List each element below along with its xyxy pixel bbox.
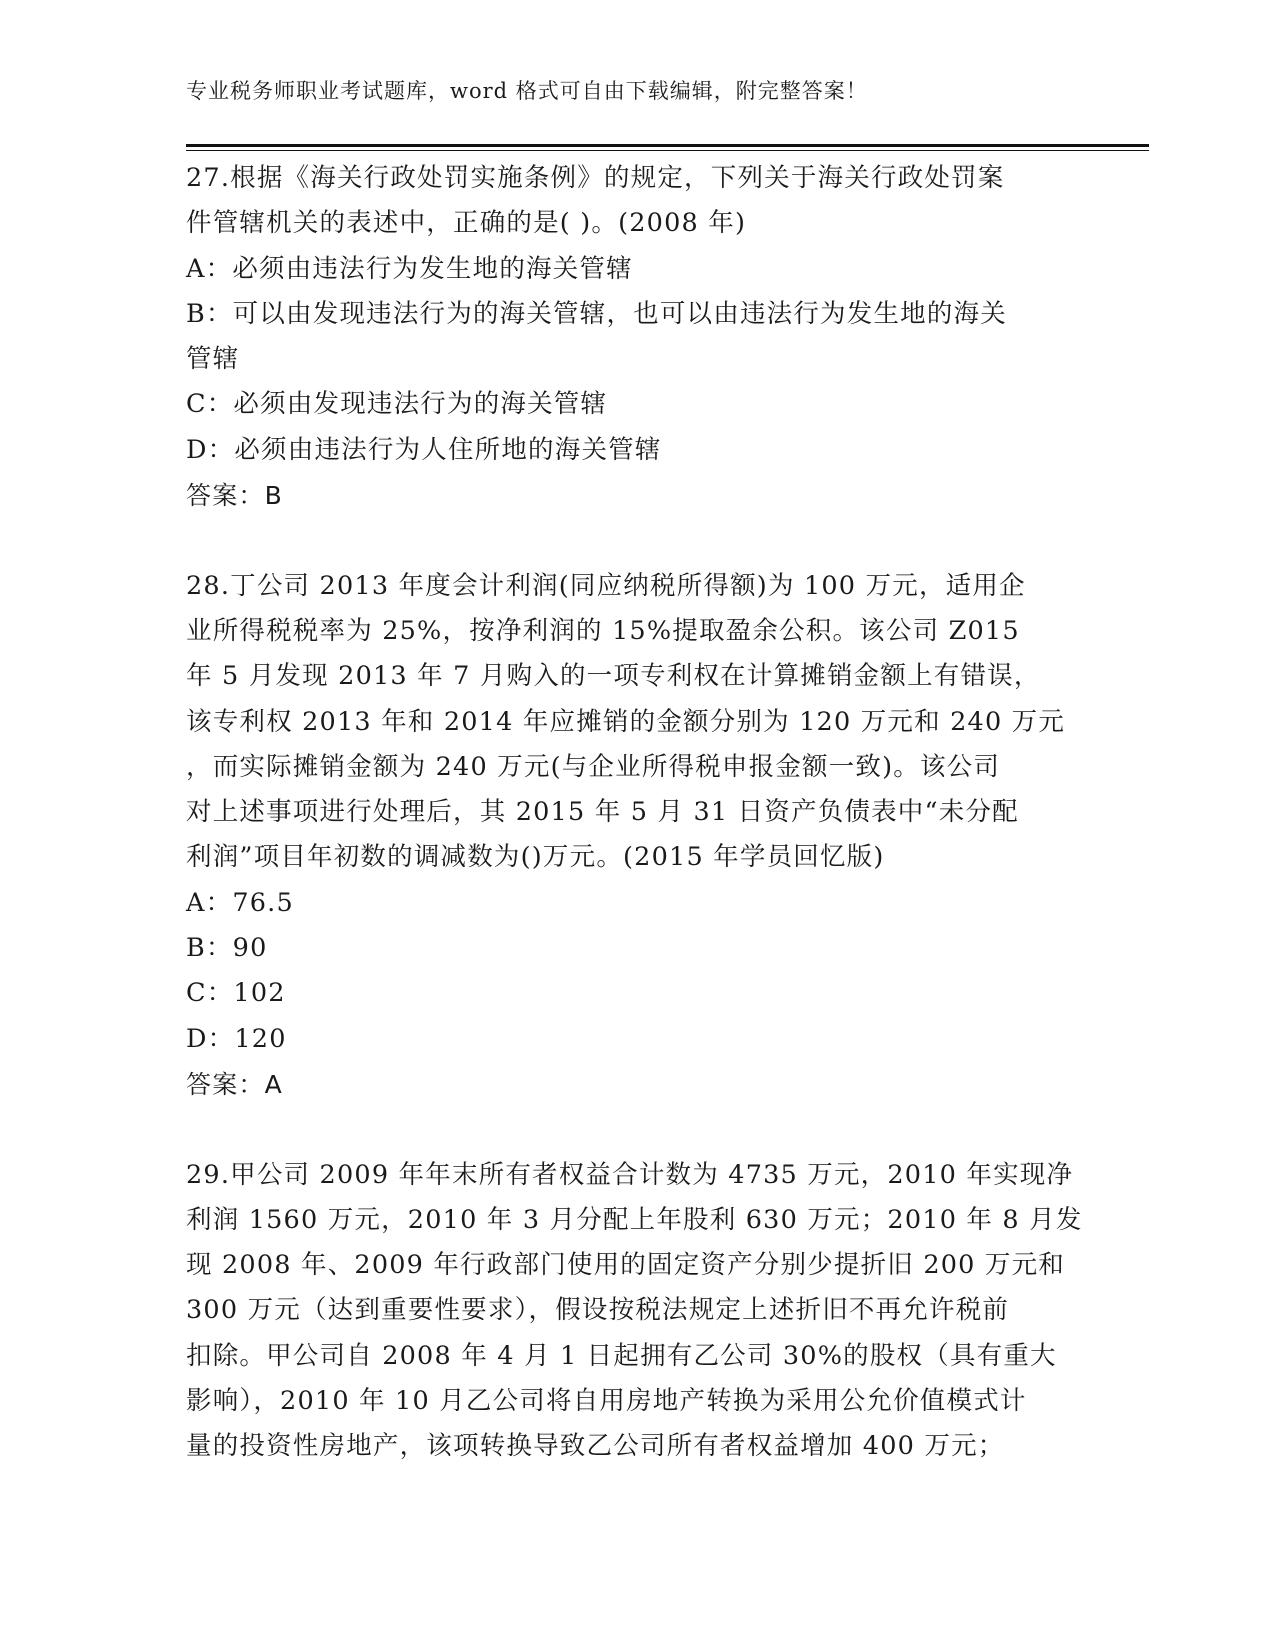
spacer	[186, 518, 1086, 563]
question-text-line: 扣除。甲公司自 2008 年 4 月 1 日起拥有乙公司 30%的股权（具有重大	[186, 1340, 1057, 1371]
question-text-line: 该专利权 2013 年和 2014 年应摊销的金额分别为 120 万元和 240 万元	[186, 706, 1066, 737]
question-list	[186, 156, 1086, 1470]
option-a: A：必须由违法行为发生地的海关管辖	[186, 253, 633, 284]
question-text-line: 300 万元（达到重要性要求），假设按税法规定上述折旧不再允许税前	[186, 1295, 1010, 1326]
question-27	[186, 156, 1086, 518]
option-b: B：90	[186, 933, 268, 964]
header-rule	[186, 144, 1149, 147]
option-c: C：102	[186, 978, 286, 1009]
question-text-line: 现 2008 年、2009 年行政部门使用的固定资产分别少提折旧 200 万元和	[186, 1250, 1065, 1281]
option-d: D：必须由违法行为人住所地的海关管辖	[186, 434, 662, 465]
question-text-line: 27.根据《海关行政处罚实施条例》的规定，下列关于海关行政处罚案	[186, 163, 1005, 193]
question-text-line: 利润”项目年初数的调减数为()万元。(2015 年学员回忆版)	[186, 842, 885, 873]
question-text-line: ，而实际摊销金额为 240 万元(与企业所得税申报金额一致)。该公司	[186, 751, 1001, 782]
question-text-line: 件管辖机关的表述中，正确的是( )。(2008 年)	[186, 208, 747, 239]
question-text-line: 28.丁公司 2013 年度会计利润(同应纳税所得额)为 100 万元，适用企	[186, 570, 1026, 601]
answer-label: 答案：A	[186, 1069, 283, 1099]
question-text-line: 29.甲公司 2009 年年末所有者权益合计数为 4735 万元，2010 年实现净	[186, 1159, 1074, 1190]
question-text-line: 影响），2010 年 10 月乙公司将自用房地产转换为采用公允价值模式计	[186, 1386, 1027, 1417]
option-c: C：必须由发现违法行为的海关管辖	[186, 389, 608, 420]
option-a: A：76.5	[186, 887, 294, 918]
question-text-line: 对上述事项进行处理后，其 2015 年 5 月 31 日资产负债表中“未分配	[186, 797, 1019, 828]
question-text-line: 业所得税税率为 25%，按净利润的 15%提取盈余公积。该公司 Z015	[186, 615, 1020, 646]
option-b-continued: 管辖	[186, 344, 240, 375]
option-b: B：可以由发现违法行为的海关管辖，也可以由违法行为发生地的海关	[186, 298, 1007, 329]
option-d: D：120	[186, 1023, 287, 1054]
answer-label: 答案：B	[186, 481, 283, 511]
spacer	[186, 1107, 1086, 1152]
header-rule-thin	[186, 150, 1149, 151]
page-header: 专业税务师职业考试题库，word 格式可自由下载编辑，附完整答案！	[186, 79, 868, 103]
question-text-line: 量的投资性房地产，该项转换导致乙公司所有者权益增加 400 万元；	[186, 1431, 1005, 1462]
question-text-line: 年 5 月发现 2013 年 7 月购入的一项专利权在计算摊销金额上有错误，	[186, 661, 1041, 692]
question-text-line: 利润 1560 万元，2010 年 3 月分配上年股利 630 万元；2010 年 8 月发	[186, 1204, 1083, 1235]
question-29	[186, 1153, 1086, 1470]
question-28	[186, 564, 1086, 1108]
